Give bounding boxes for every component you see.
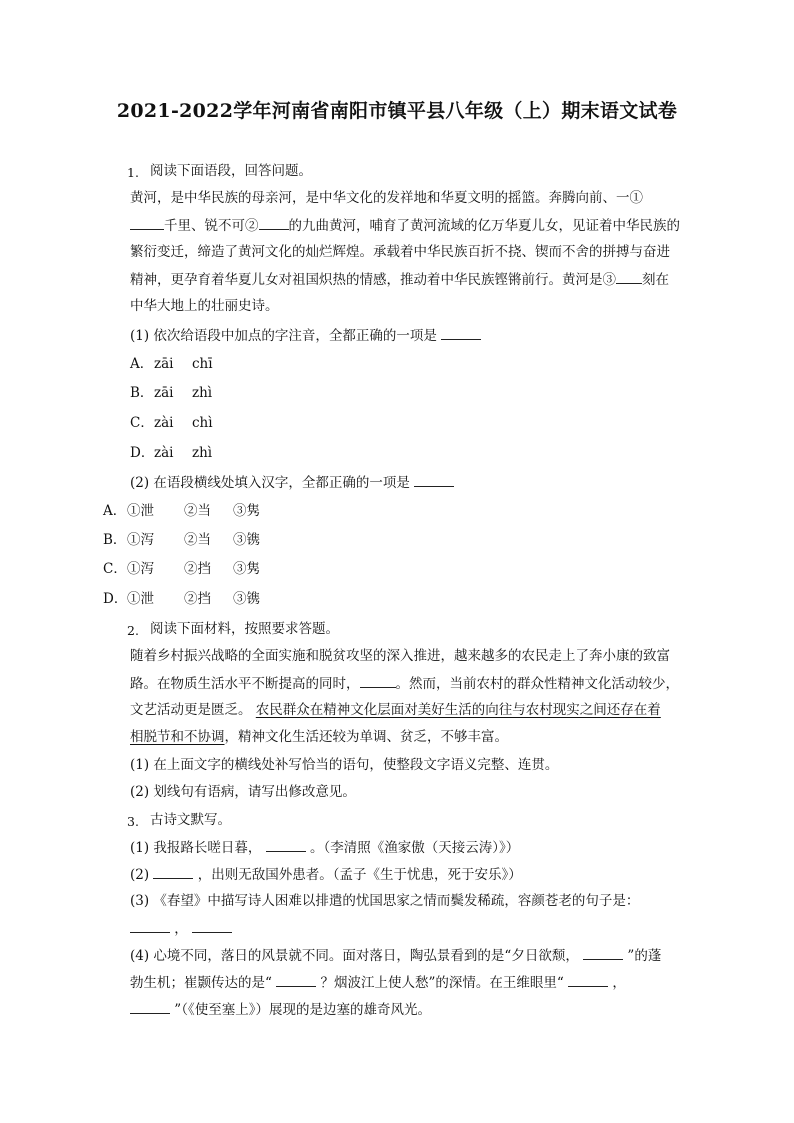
q1-sub2-option-d[interactable]: D．①泄 ②挡 ③镌 <box>103 591 260 607</box>
q3-blank-8[interactable] <box>130 999 170 1014</box>
answer-blank-sub1[interactable] <box>441 325 481 340</box>
q3-blank-1[interactable] <box>266 837 306 852</box>
underlined-sentence-part2: 相脱节和不协调 <box>130 729 225 745</box>
q2-sub2: (2) 划线句有语病，请写出修改意见。 <box>130 784 356 800</box>
underlined-sentence-part1: 农民群众在精神文化层面对美好生活的向往与农村现实之间还存在着 <box>255 702 661 718</box>
q3-blank-2[interactable] <box>153 864 193 879</box>
answer-blank-sub2[interactable] <box>414 472 454 487</box>
q2-sub1: (1) 在上面文字的横线处补写恰当的语句，使整段文字语义完整、连贯。 <box>130 757 559 773</box>
q1-stem: 阅读下面语段，回答问题。 <box>150 163 312 179</box>
q1-sub1-option-c[interactable]: C．zài chì <box>130 415 213 431</box>
q3-blank-4[interactable] <box>192 918 232 933</box>
q3-sub4-line3: ”（《使至塞上》）展现的是边塞的雄奇风光。 <box>130 999 431 1020</box>
q3-blank-3[interactable] <box>130 918 170 933</box>
q1-sub2-option-c[interactable]: C．①泻 ②挡 ③隽 <box>103 561 260 577</box>
q3-sub1: (1) 我报路长嗟日暮， 。（李清照《渔家傲（天接云涛）》） <box>130 837 519 858</box>
blank-3[interactable] <box>616 269 642 284</box>
q3-sub2: (2) ，出则无敌国外患者。（孟子《生于忧患，死于安乐》） <box>130 864 522 885</box>
q2-material-line3: 文艺活动更是匮乏。 农民群众在精神文化层面对美好生活的向往与农村现实之间还存在着 <box>130 702 661 718</box>
q3-sub4-line1: (4) 心境不同，落日的风景就不同。面对落日，陶弘景看到的是“夕日欲颓， ”的蓬 <box>130 945 661 966</box>
q1-para-line4: 精神，更孕育着华夏儿女对祖国炽热的情感，推动着中华民族铿锵前行。黄河是③ 刻在 <box>130 269 669 290</box>
q1-sub2-option-b[interactable]: B．①泻 ②当 ③镌 <box>103 532 260 548</box>
q3-sub4-line2: 勃生机；崔颢传达的是“ ？烟波江上使人愁”的深情。在王维眼里“ ， <box>130 972 626 993</box>
q1-sub1-option-a[interactable]: A．zāi chī <box>130 356 213 372</box>
q1-sub1-option-d[interactable]: D．zài zhì <box>130 445 213 461</box>
q2-number: 2. <box>127 623 139 638</box>
q2-blank[interactable] <box>360 673 396 688</box>
q1-sub1-prompt: (1) 依次给语段中加点的字注音，全都正确的一项是 <box>130 325 481 346</box>
q3-stem: 古诗文默写。 <box>150 812 231 828</box>
blank-1[interactable] <box>130 215 164 230</box>
q2-material-line4: 相脱节和不协调，精神文化生活还较为单调、贫乏，不够丰富。 <box>130 729 508 745</box>
exam-title: 2021-2022学年河南省南阳市镇平县八年级（上）期末语文试卷 <box>116 100 678 122</box>
q3-blank-6[interactable] <box>276 972 316 987</box>
q3-sub3-answer: ， <box>130 918 232 939</box>
blank-2[interactable] <box>259 215 289 230</box>
q2-stem: 阅读下面材料，按照要求答题。 <box>150 621 339 637</box>
q1-para-line5: 中华大地上的壮丽史诗。 <box>130 298 279 314</box>
q1-para-line3: 繁衍变迁，缔造了黄河文化的灿烂辉煌。承载着中华民族百折不挠、锲而不舍的拼搏与奋进 <box>130 244 670 260</box>
q1-para-line2: 千里、锐不可② 的九曲黄河，哺育了黄河流域的亿万华夏儿女，见证着中华民族的 <box>130 215 680 236</box>
q3-blank-7[interactable] <box>568 972 608 987</box>
q1-para-line1: 黄河，是中华民族的母亲河，是中华文化的发祥地和华夏文明的摇篮。奔腾向前、一① <box>130 190 643 206</box>
q1-sub1-option-b[interactable]: B．zāi zhì <box>130 385 213 401</box>
q1-number: 1. <box>127 165 139 180</box>
q3-blank-5[interactable] <box>583 945 623 960</box>
q1-sub2-prompt: (2) 在语段横线处填入汉字，全都正确的一项是 <box>130 472 454 493</box>
q2-material-line2: 路。在物质生活水平不断提高的同时， 。然而，当前农村的群众性精神文化活动较少， <box>130 673 679 694</box>
q3-sub3: (3) 《春望》中描写诗人困难以排遣的忧国思家之情而鬓发稀疏，容颜苍老的句子是： <box>130 893 640 909</box>
q2-material-line1: 随着乡村振兴战略的全面实施和脱贫攻坚的深入推进，越来越多的农民走上了奔小康的致富 <box>130 648 670 664</box>
q3-number: 3. <box>127 814 139 829</box>
q1-sub2-option-a[interactable]: A．①泄 ②当 ③隽 <box>103 503 260 519</box>
